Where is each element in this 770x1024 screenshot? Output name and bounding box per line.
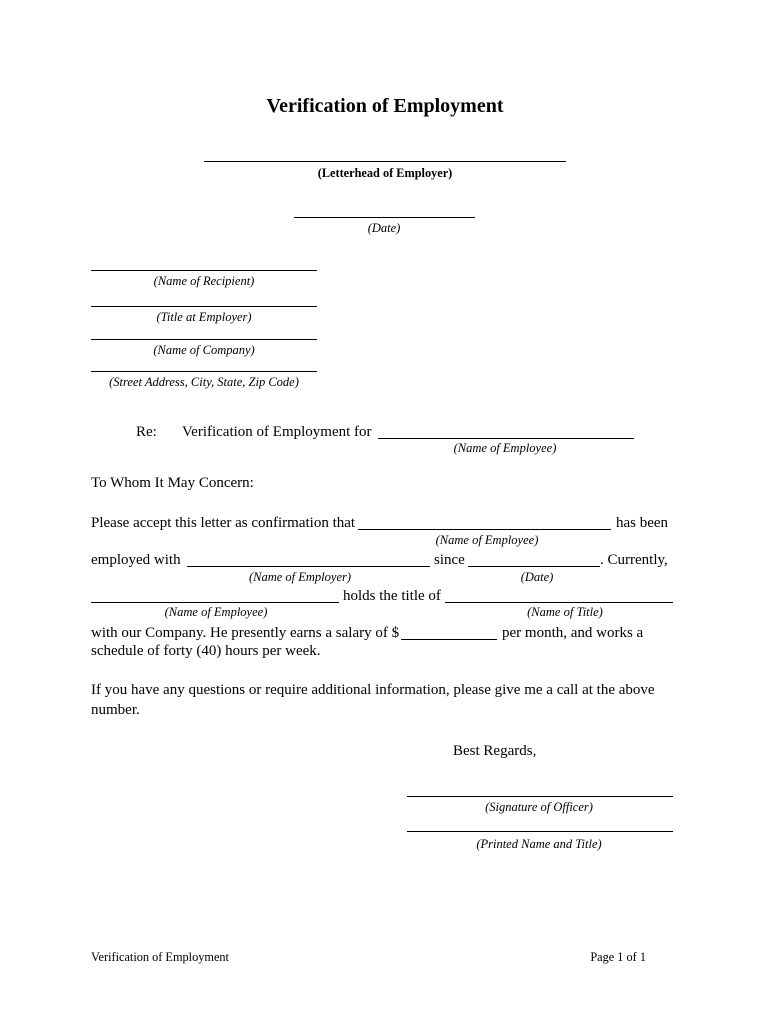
printed-name-field[interactable] — [407, 831, 673, 832]
body-line3-mid: holds the title of — [343, 587, 441, 604]
closing: Best Regards, — [453, 742, 537, 759]
letterhead-field[interactable] — [204, 161, 566, 162]
recipient-title-label: (Title at Employer) — [156, 310, 252, 324]
body-line2-end: . Currently, — [600, 551, 668, 568]
body-start-date-label: (Date) — [520, 570, 554, 584]
body-start-date-field[interactable] — [468, 566, 600, 567]
body-line5: schedule of forty (40) hours per week. — [91, 642, 321, 659]
body-line2-mid: since — [434, 551, 465, 568]
officer-signature-field[interactable] — [407, 796, 673, 797]
body-employee-name-field-2[interactable] — [91, 602, 339, 603]
recipient-company-field[interactable] — [91, 339, 317, 340]
salutation: To Whom It May Concern: — [91, 474, 254, 491]
body-employee-name-field[interactable] — [358, 529, 611, 530]
body-line4-end: per month, and works a — [502, 624, 644, 641]
body-employer-label: (Name of Employer) — [248, 570, 352, 584]
body-line4-start: with our Company. He presently earns a salary of $ — [91, 624, 400, 641]
date-label: (Date) — [367, 221, 401, 235]
body-job-title-field[interactable] — [445, 602, 673, 603]
body-paragraph2-line2: number. — [91, 701, 140, 718]
recipient-address-label: (Street Address, City, State, Zip Code) — [109, 375, 299, 389]
footer-title: Verification of Employment — [91, 950, 229, 964]
date-field[interactable] — [294, 217, 475, 218]
body-employee-name-label: (Name of Employee) — [435, 533, 539, 547]
body-line1-end: has been — [616, 514, 669, 531]
re-employee-field[interactable] — [378, 438, 634, 439]
recipient-address-field[interactable] — [91, 371, 317, 372]
recipient-name-field[interactable] — [91, 270, 317, 271]
re-prefix: Re: — [136, 423, 157, 440]
letterhead-label: (Letterhead of Employer) — [317, 166, 453, 180]
body-line2-start: employed with — [91, 551, 181, 568]
recipient-name-label: (Name of Recipient) — [153, 274, 255, 288]
body-employee-name-label-2: (Name of Employee) — [164, 605, 268, 619]
re-text: Verification of Employment for — [182, 423, 372, 440]
officer-signature-label: (Signature of Officer) — [485, 800, 593, 814]
re-employee-label: (Name of Employee) — [453, 441, 557, 455]
body-employer-field[interactable] — [187, 566, 430, 567]
body-paragraph2-line1: If you have any questions or require additional information, please give me a call at the above — [91, 681, 655, 698]
body-line1-start: Please accept this letter as confirmation that — [91, 514, 356, 531]
body-job-title-label: (Name of Title) — [527, 605, 603, 619]
recipient-company-label: (Name of Company) — [153, 343, 255, 357]
printed-name-label: (Printed Name and Title) — [476, 837, 602, 851]
footer-page-number: Page 1 of 1 — [590, 950, 646, 964]
recipient-title-field[interactable] — [91, 306, 317, 307]
document-title: Verification of Employment — [266, 95, 504, 117]
body-salary-field[interactable] — [401, 639, 497, 640]
